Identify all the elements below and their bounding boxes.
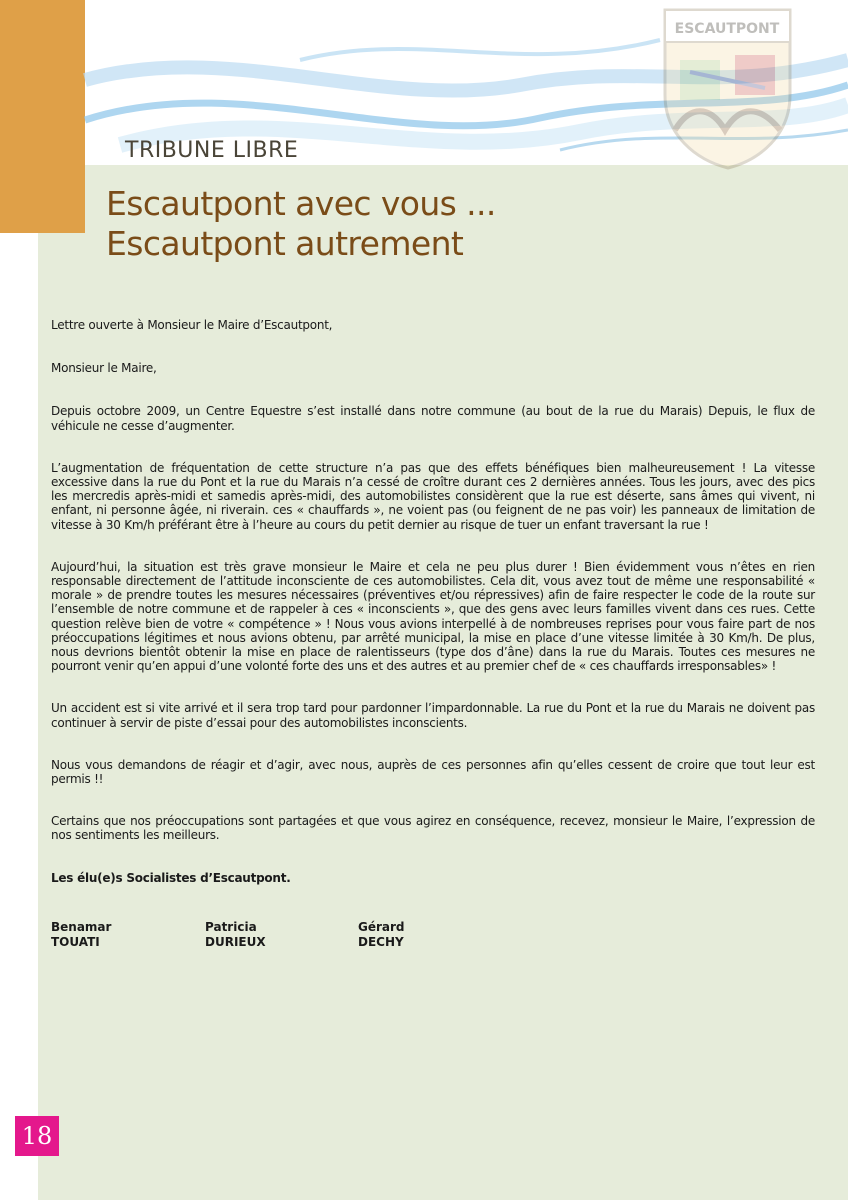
letter-paragraph: Certains que nos préoccupations sont partagées et que vous agirez en conséquence, recevez, monsieur le Maire, l’expression de nos sentiments les meilleurs. <box>51 814 815 843</box>
letter-paragraph: Depuis octobre 2009, un Centre Equestre s’est installé dans notre commune (au bout de la rue du Marais) Depuis, le flux de véhicule ne cesse d’augmenter. <box>51 404 815 433</box>
title-line-1: Escautpont avec vous ... <box>106 184 496 223</box>
page-number: 18 <box>15 1116 59 1156</box>
letter-paragraph: L’augmentation de fréquentation de cette structure n’a pas que des effets bénéfiques bien malheureusement ! La vitesse excessive dans la rue du Pont et la rue du Marais n’a cessé de croître durant ces 2 dernières années. Tous les jours, avec des pics les mercredis après-midi et samedis après-midi, des automobilistes considèrent que la rue est déserte, sans âmes qui vivent, ni enfant, ni personne âgée, ni riverain. ces « chauffards », ne voient pas (ou feignent de ne pas voir) les panneaux de limitation de vitesse à 30 Km/h préférant être à l’heure au cours du petit dernier au risque de tuer un enfant traversant la rue ! <box>51 460 815 532</box>
signer <box>358 920 508 949</box>
signer <box>51 920 201 949</box>
letter-paragraph: Un accident est si vite arrivé et il sera trop tard pour pardonner l’impardonnable. La rue du Pont et la rue du Marais ne doivent pas continuer à servir de piste d’essai pour des automobilistes inconscients. <box>51 701 815 730</box>
signer-first-name: Gérard <box>358 920 405 934</box>
article-title <box>106 184 496 264</box>
signer-first-name: Benamar <box>51 920 112 934</box>
signer-last-name: DURIEUX <box>205 934 266 949</box>
letter-paragraph: Aujourd’hui, la situation est très grave monsieur le Maire et cela ne peu plus durer ! Bien évidemment vous n’êtes en rien responsable directement de l’attitude inconsciente de ces automobilistes. Cela dit, vous avez tout de même une responsabilité « morale » de prendre toutes les mesures nécessaires (préventives et/ou répressives) afin de faire respecter le code de la route sur l’ensemble de notre commune et de rappeler à ces « inconscients », que des gens avec leurs familles vivent dans ces rues. Cette question relève bien de votre « compétence » ! Nous vous avions interpellé à de nombreuses reprises pour vous faire part de nos préoccupations légitimes et nous avions obtenu, par arrêté municipal, la mise en place d’une vitesse limitée à 30 Km/h. De plus, nous devrions bientôt obtenir la mise en place de ralentisseurs (type dos d’âne) dans la rue du Marais. Toutes ces mesures ne pourront venir qu’en appui d’une volonté forte des uns et des autres et au premier chef de « ces chauffards irresponsables» ! <box>51 559 815 674</box>
escautpont-crest <box>640 0 810 170</box>
crest-text: ESCAUTPONT <box>674 21 780 37</box>
signer <box>205 920 355 949</box>
letter-body <box>51 318 815 885</box>
letter-opening: Lettre ouverte à Monsieur le Maire d’Escautpont, <box>51 318 333 332</box>
signer-last-name: DECHY <box>358 934 404 949</box>
title-line-2: Escautpont autrement <box>106 224 464 263</box>
section-label: TRIBUNE LIBRE <box>125 138 299 163</box>
letter-signature: Les élu(e)s Socialistes d’Escautpont. <box>51 870 291 885</box>
letter-paragraph: Nous vous demandons de réagir et d’agir, avec nous, auprès de ces personnes afin qu’elles cessent de croire que tout leur est permis !! <box>51 757 815 787</box>
signer-first-name: Patricia <box>205 920 257 934</box>
letter-salutation: Monsieur le Maire, <box>51 361 157 376</box>
signer-last-name: TOUATI <box>51 934 100 949</box>
